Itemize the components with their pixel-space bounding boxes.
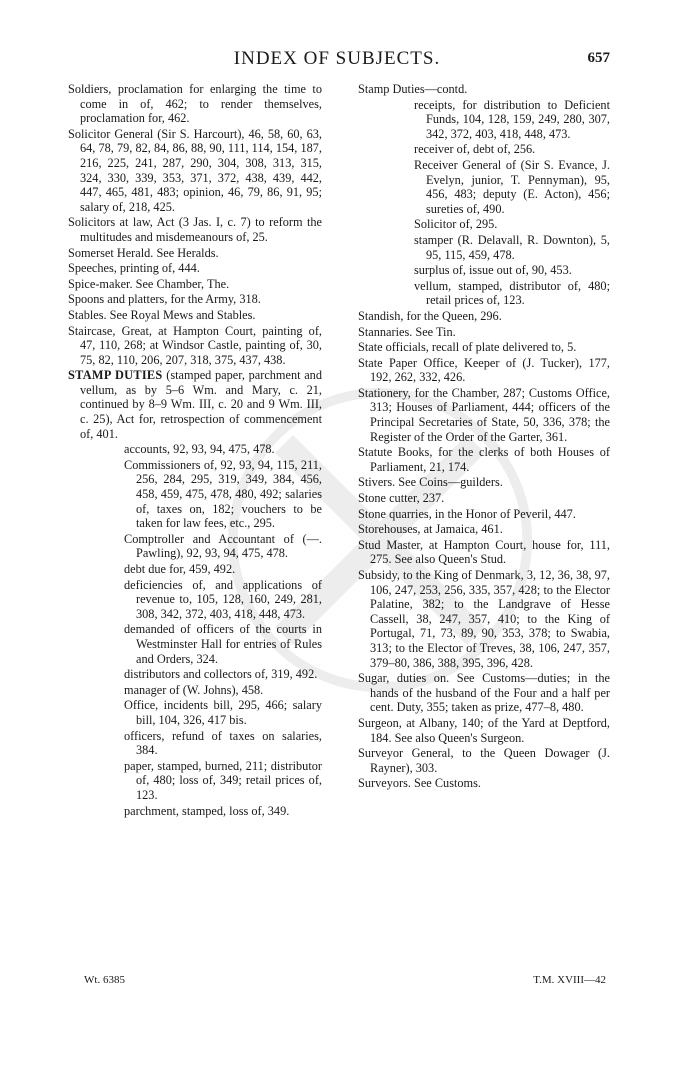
- index-subentry: Solicitor of, 295.: [414, 217, 498, 232]
- index-subentry: Office, incidents bill, 295, 466; salary bill, 104, 326, 417 bis.: [124, 698, 322, 727]
- index-entry: Stone quarries, in the Honor of Peveril, 447.: [358, 506, 576, 521]
- index-entry: Stone cutter, 237.: [358, 491, 445, 506]
- index-entry: Solicitors at law, Act (3 Jas. I, c. 7) to reform the multitudes and misdemeanours of, 25.: [68, 215, 322, 244]
- index-heading: STAMP DUTIES: [68, 368, 163, 383]
- index-subentry: demanded of officers of the courts in Westminster Hall for entries of Rules and Orders, 324.: [124, 622, 322, 666]
- index-subentry: Commissioners of, 92, 93, 94, 115, 211, 256, 284, 295, 319, 349, 384, 456, 458, 459, 475, 478, 480, 492; salaries of, taxes on, 182; vouchers to be taken for law fees, etc., 295.: [124, 457, 322, 531]
- signature-mark: T.M. XVIII—42: [533, 974, 606, 986]
- index-subentry: distributors and collectors of, 319, 492.: [124, 667, 318, 682]
- index-entry: [68, 368, 322, 441]
- running-head: [0, 48, 674, 72]
- index-subentry: Comptroller and Accountant of (—. Pawling), 92, 93, 94, 475, 478.: [124, 531, 322, 561]
- index-entry: Surveyor General, to the Queen Dowager (J. Rayner), 303.: [358, 746, 610, 775]
- index-entry: Staircase, Great, at Hampton Court, painting of, 47, 110, 268; at Windsor Castle, painting of, 30, 75, 82, 110, 206, 207, 318, 375, 437, 438.: [68, 323, 322, 367]
- index-entry: Surgeon, at Albany, 140; of the Yard at Deptford, 184. See also Queen's Surgeon.: [358, 715, 610, 745]
- index-entry: Statute Books, for the clerks of both Houses of Parliament, 21, 174.: [358, 445, 610, 474]
- footer: [0, 974, 674, 992]
- index-entry: Speeches, printing of, 444.: [68, 261, 200, 276]
- index-subentry: paper, stamped, burned, 211; distributor of, 480; loss of, 349; retail prices of, 123.: [124, 758, 322, 802]
- index-heading-text: (stamped paper, parchment and vellum, as by 5–6 Wm. and Mary, c. 21, continued by 8–9 Wm. III, c. 20 and 9 Wm. III, c. 25), Act for, retrospection of commencement of, 401.: [80, 368, 322, 441]
- index-entry: State officials, recall of plate delivered to, 5.: [358, 340, 577, 355]
- index-entry: Standish, for the Queen, 296.: [358, 308, 502, 323]
- index-subentry: officers, refund of taxes on salaries, 384.: [124, 728, 322, 758]
- index-entry: Subsidy, to the King of Denmark, 3, 12, 36, 38, 97, 106, 247, 253, 256, 335, 357, 428; to the Elector Palatine, 382; to the Landgrave of Hesse Cassell, 38, 247, 357, 410; to the King of Portugal, 71, 73, 89, 90, 353, 378; to Swabia, 313; to the Elector of Treves, 38, 106, 247, 357, 379–80, 386, 388, 395, 396, 428.: [358, 568, 610, 670]
- index-entry: State Paper Office, Keeper of (J. Tucker), 177, 192, 262, 332, 426.: [358, 355, 610, 385]
- index-entry: Stannaries. See Tin.: [358, 324, 456, 339]
- index-subentry: manager of (W. Johns), 458.: [124, 682, 264, 697]
- index-subentry: receiver of, debt of, 256.: [414, 142, 536, 157]
- left-column: [68, 82, 322, 819]
- index-entry: Stables. See Royal Mews and Stables.: [68, 307, 256, 322]
- index-entry: Spoons and platters, for the Army, 318.: [68, 292, 261, 307]
- index-entry: Solicitor General (Sir S. Harcourt), 46, 58, 60, 63, 64, 78, 79, 82, 84, 86, 88, 90, 111, 114, 154, 187, 216, 225, 241, 287, 290, 304, 308, 313, 315, 324, 330, 339, 353, 371, 372, 438, 439, 442, 447, 465, 481, 483; opinion, 46, 79, 86, 91, 95; salary of, 218, 425.: [68, 126, 322, 214]
- index-entry: Storehouses, at Jamaica, 461.: [358, 522, 503, 537]
- page-title: INDEX OF SUBJECTS.: [233, 48, 441, 69]
- index-subentry: debt due for, 459, 492.: [124, 562, 236, 576]
- index-entry: Soldiers, proclamation for enlarging the time to come in of, 462; to render themselves, proclamation for, 462.: [68, 82, 322, 126]
- index-entry: Stivers. See Coins—guilders.: [358, 475, 503, 490]
- right-column: [358, 82, 610, 792]
- index-entry: Spice-maker. See Chamber, The.: [68, 276, 230, 291]
- index-subentry: surplus of, issue out of, 90, 453.: [414, 263, 572, 278]
- index-entry: Sugar, duties on. See Customs—duties; in the hands of the husband of the Four and a half per cent. Duty, 355; taken as prize, 477–8, 480.: [358, 671, 610, 715]
- index-entry: Surveyors. See Customs.: [358, 776, 481, 791]
- index-entry: Stationery, for the Chamber, 287; Customs Office, 313; Houses of Parliament, 444; officers of the Principal Secretaries of State, 50, 336, 378; the Register of the Order of the Garter, 361.: [358, 385, 610, 444]
- index-entry: Stamp Duties—contd.: [358, 82, 468, 96]
- index-subentry: stamper (R. Delavall, R. Downton), 5, 95, 115, 459, 478.: [414, 232, 610, 262]
- index-subentry: vellum, stamped, distributor of, 480; retail prices of, 123.: [414, 278, 610, 308]
- printer-mark: Wt. 6385: [84, 974, 125, 986]
- page-number: 657: [587, 50, 610, 66]
- index-subentry: deficiencies of, and applications of revenue to, 105, 128, 160, 249, 281, 308, 342, 372, 403, 418, 448, 473.: [124, 577, 322, 621]
- index-subentry: parchment, stamped, loss of, 349.: [124, 803, 290, 818]
- index-entry: Somerset Herald. See Heralds.: [68, 245, 219, 260]
- index-subentry: accounts, 92, 93, 94, 475, 478.: [124, 442, 275, 457]
- index-entry: Stud Master, at Hampton Court, house for, 111, 275. See also Queen's Stud.: [358, 537, 610, 567]
- index-subentry: Receiver General of (Sir S. Evance, J. Evelyn, junior, T. Pennyman), 95, 456, 483; deputy (E. Acton), 456; sureties of, 490.: [414, 157, 610, 216]
- index-subentry: receipts, for distribution to Deficient Funds, 104, 128, 159, 249, 280, 307, 342, 372, 403, 418, 448, 473.: [414, 97, 610, 141]
